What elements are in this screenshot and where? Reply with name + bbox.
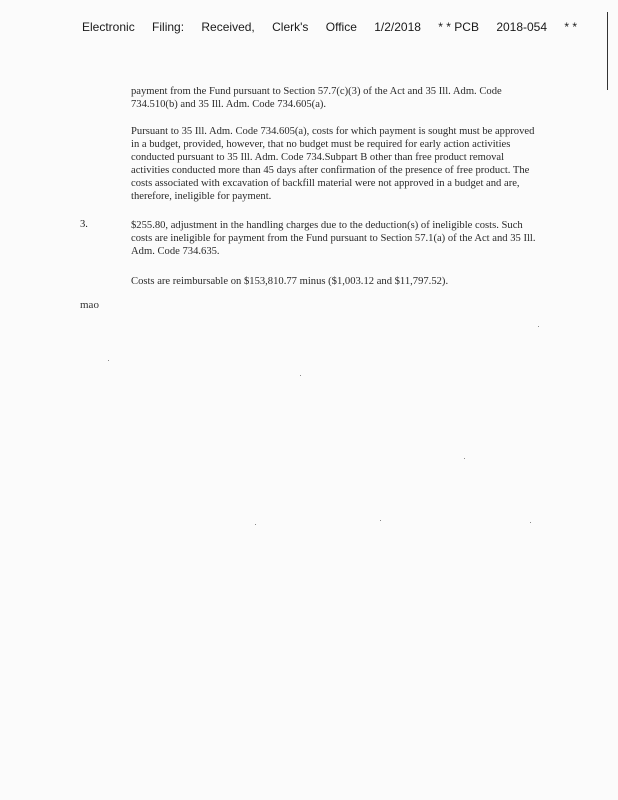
- scan-speck: [538, 326, 539, 327]
- paragraph-handling-charges: $255.80, adjustment in the handling charges due to the deduction(s) of ineligible costs. Such costs are ineligible for payment from the Fund pursuant to Section 57.1(a) of the Act and 35 Ill. Adm. Code 734.635.: [131, 220, 536, 257]
- paragraph-budget-requirement: Pursuant to 35 Ill. Adm. Code 734.605(a), costs for which payment is sought must be approved in a budget, provided, however, that no budget must be required for early action activities conducted pursuant to 35 Ill. Adm. Code 734.Subpart B other than free product removal activities conducted more than 45 days after confirmation of the presence of free product. The costs associated with excavation of backfill material were not approved in a budget and are, therefore, ineligible for payment.: [131, 126, 535, 202]
- scan-speck: [108, 360, 109, 361]
- stamp-part: Received,: [201, 20, 255, 34]
- scan-speck: [380, 520, 381, 521]
- scan-speck: [255, 524, 256, 525]
- stamp-date: 1/2/2018: [374, 20, 421, 34]
- stamp-part: Electronic: [82, 20, 135, 34]
- scan-speck: [530, 522, 531, 523]
- stamp-part: Filing:: [152, 20, 185, 34]
- author-initials: mao: [80, 299, 99, 311]
- item-number: 3.: [80, 219, 88, 230]
- scan-speck: [300, 375, 301, 376]
- stamp-part: * * PCB: [438, 20, 479, 34]
- stamp-part: * *: [564, 20, 578, 34]
- paragraph-continuation: payment from the Fund pursuant to Section 57.7(c)(3) of the Act and 35 Ill. Adm. Code 734.510(b) and 35 Ill. Adm. Code 734.605(a).: [131, 86, 502, 110]
- filing-stamp: [82, 20, 591, 34]
- stamp-part: Clerk's: [272, 20, 309, 34]
- paragraph-reimbursable-costs: Costs are reimbursable on $153,810.77 minus ($1,003.12 and $11,797.52).: [131, 276, 449, 287]
- stamp-case-number: 2018-054: [496, 20, 548, 34]
- stamp-part: Office: [325, 20, 357, 34]
- scan-speck: [464, 458, 465, 459]
- scan-edge-line: [607, 12, 608, 90]
